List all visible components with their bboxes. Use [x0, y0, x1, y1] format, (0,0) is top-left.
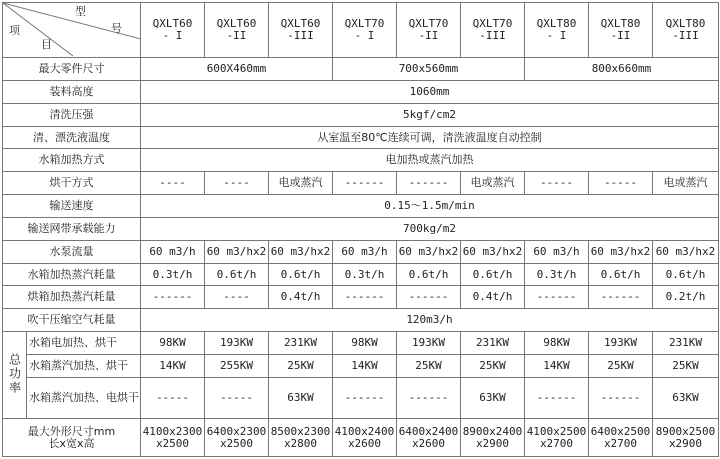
- value-cell: 193KW: [205, 332, 269, 355]
- model-header: [141, 3, 205, 58]
- value-cell: 60 m3/hx2: [589, 240, 653, 263]
- value-cell: 98KW: [525, 332, 589, 355]
- model-name: QXLT70: [472, 17, 513, 31]
- model-name: QXLT80: [600, 17, 641, 31]
- value-cell: -----: [141, 377, 205, 419]
- value-cell: [589, 419, 653, 457]
- value-cell: ------: [589, 286, 653, 309]
- corner-label-xiang: 项: [9, 24, 20, 37]
- row-conveyor-speed: [3, 195, 719, 218]
- value-cell: 60 m3/hx2: [653, 240, 719, 263]
- size-line: 6400x2300: [206, 424, 267, 438]
- value-cell: 0.6t/h: [589, 263, 653, 286]
- header-row: [3, 3, 719, 58]
- value-cell: 从室温至80℃连续可调，清洗液温度自动控制: [141, 126, 719, 149]
- model-variant: - I: [162, 29, 183, 43]
- value-cell: [141, 419, 205, 457]
- value-cell: 0.3t/h: [333, 263, 397, 286]
- row-tank-steam: [3, 263, 719, 286]
- row-pump-flow: [3, 240, 719, 263]
- model-variant: -III: [479, 29, 506, 43]
- value-cell: -----: [525, 172, 589, 195]
- value-cell: 60 m3/h: [525, 240, 589, 263]
- row-label: 水泵流量: [3, 240, 141, 263]
- row-sublabel: 水箱蒸汽加热、烘干: [27, 355, 141, 378]
- value-cell: ------: [333, 172, 397, 195]
- row-label: 最大外形尺寸mm: [27, 424, 116, 438]
- model-header: [525, 3, 589, 58]
- row-power-steam-electric: [3, 377, 719, 419]
- row-liquid-temp: [3, 126, 719, 149]
- value-cell: 63KW: [461, 377, 525, 419]
- value-cell: 1060mm: [141, 80, 719, 103]
- size-line: 8900x2400: [462, 424, 523, 438]
- value-cell: -----: [205, 377, 269, 419]
- model-variant: -II: [610, 29, 631, 43]
- size-line: 8900x2500: [655, 424, 716, 438]
- value-cell: ------: [397, 377, 461, 419]
- value-cell: ----: [141, 172, 205, 195]
- row-power-steam: [3, 355, 719, 378]
- value-cell: 63KW: [269, 377, 333, 419]
- model-name: QXLT60: [280, 17, 321, 31]
- value-cell: 25KW: [653, 355, 719, 378]
- value-cell: 98KW: [333, 332, 397, 355]
- value-cell: 25KW: [397, 355, 461, 378]
- value-cell: 193KW: [397, 332, 461, 355]
- value-cell: 25KW: [589, 355, 653, 378]
- row-overall-size: [3, 419, 719, 457]
- size-line: x2600: [411, 436, 446, 450]
- value-cell: 231KW: [461, 332, 525, 355]
- size-line: 6400x2400: [398, 424, 459, 438]
- value-cell: 0.6t/h: [269, 263, 333, 286]
- value-cell: ----: [205, 286, 269, 309]
- model-name: QXLT80: [665, 17, 706, 31]
- value-cell: 0.15～1.5m/min: [141, 195, 719, 218]
- value-cell: 电或蒸汽: [653, 172, 719, 195]
- row-label: 输送速度: [3, 195, 141, 218]
- value-cell: 0.6t/h: [461, 263, 525, 286]
- value-cell: [525, 419, 589, 457]
- row-label: 水箱加热蒸汽耗量: [3, 263, 141, 286]
- value-cell: 60 m3/hx2: [205, 240, 269, 263]
- size-line: x2500: [155, 436, 190, 450]
- size-line: 6400x2500: [590, 424, 651, 438]
- value-cell: 0.4t/h: [461, 286, 525, 309]
- row-power-electric: [3, 332, 719, 355]
- model-name: QXLT70: [344, 17, 385, 31]
- value-cell: 60 m3/hx2: [269, 240, 333, 263]
- row-label: 吹干压缩空气耗量: [3, 309, 141, 332]
- value-cell: 电或蒸汽: [461, 172, 525, 195]
- value-cell: 193KW: [589, 332, 653, 355]
- value-cell: [269, 419, 333, 457]
- model-variant: - I: [354, 29, 375, 43]
- row-tank-heating: [3, 149, 719, 172]
- row-label-cell: [3, 419, 141, 457]
- model-name: QXLT70: [408, 17, 449, 31]
- value-cell: 14KW: [525, 355, 589, 378]
- row-label: 清、漂洗液温度: [3, 126, 141, 149]
- value-cell: ------: [397, 286, 461, 309]
- value-cell: [397, 419, 461, 457]
- size-line: x2900: [668, 436, 703, 450]
- size-line: x2500: [219, 436, 254, 450]
- size-line: 4100x2400: [334, 424, 395, 438]
- value-cell: 0.4t/h: [269, 286, 333, 309]
- model-variant: -II: [418, 29, 439, 43]
- value-cell: 600X460mm: [141, 58, 333, 81]
- model-header: [397, 3, 461, 58]
- value-cell: ------: [525, 286, 589, 309]
- row-label: 烘箱加热蒸汽耗量: [3, 286, 141, 309]
- size-line: x2700: [603, 436, 638, 450]
- value-cell: ------: [589, 377, 653, 419]
- size-line: x2600: [347, 436, 382, 450]
- row-label: 最大零件尺寸: [3, 58, 141, 81]
- model-variant: -III: [287, 29, 314, 43]
- value-cell: 0.3t/h: [141, 263, 205, 286]
- row-label: 水箱加热方式: [3, 149, 141, 172]
- value-cell: 60 m3/hx2: [397, 240, 461, 263]
- total-power-label-cell: [3, 332, 27, 419]
- value-cell: 63KW: [653, 377, 719, 419]
- value-cell: ------: [333, 286, 397, 309]
- value-cell: 0.6t/h: [205, 263, 269, 286]
- size-line: 8500x2300: [270, 424, 331, 438]
- value-cell: 700kg/m2: [141, 217, 719, 240]
- value-cell: 电或蒸汽: [269, 172, 333, 195]
- corner-label-hao: 号: [111, 22, 122, 35]
- corner-label-xing: 型: [75, 5, 86, 18]
- row-sublabel: 水箱电加热、烘干: [27, 332, 141, 355]
- value-cell: 0.6t/h: [653, 263, 719, 286]
- row-label-line2: 长x宽x高: [48, 436, 95, 450]
- row-drying-method: [3, 172, 719, 195]
- model-header: [333, 3, 397, 58]
- value-cell: 0.2t/h: [653, 286, 719, 309]
- value-cell: 14KW: [141, 355, 205, 378]
- row-label: 输送网带承载能力: [3, 217, 141, 240]
- row-sublabel: 水箱蒸汽加热、电烘干: [27, 377, 141, 419]
- value-cell: ------: [333, 377, 397, 419]
- value-cell: 25KW: [461, 355, 525, 378]
- row-label: 烘干方式: [3, 172, 141, 195]
- value-cell: ------: [141, 286, 205, 309]
- row-label: 清洗压强: [3, 103, 141, 126]
- value-cell: [205, 419, 269, 457]
- row-max-part-size: [3, 58, 719, 81]
- row-label: 装料高度: [3, 80, 141, 103]
- value-cell: 231KW: [269, 332, 333, 355]
- model-variant: -III: [672, 29, 699, 43]
- row-load-height: [3, 80, 719, 103]
- value-cell: 5kgf/cm2: [141, 103, 719, 126]
- corner-cell: [3, 3, 141, 58]
- value-cell: 0.6t/h: [397, 263, 461, 286]
- value-cell: 60 m3/h: [141, 240, 205, 263]
- model-header: [653, 3, 719, 58]
- model-name: QXLT80: [536, 17, 577, 31]
- total-power-label: 总功率: [7, 352, 22, 395]
- row-belt-load: [3, 217, 719, 240]
- size-line: 4100x2500: [526, 424, 587, 438]
- size-line: x2700: [539, 436, 574, 450]
- model-header: [461, 3, 525, 58]
- spec-table: [2, 2, 719, 457]
- model-name: QXLT60: [216, 17, 257, 31]
- row-oven-steam: [3, 286, 719, 309]
- value-cell: [653, 419, 719, 457]
- value-cell: 700x560mm: [333, 58, 525, 81]
- value-cell: 231KW: [653, 332, 719, 355]
- corner-label-mu: 目: [41, 38, 52, 51]
- row-blow-air: [3, 309, 719, 332]
- size-line: x2900: [475, 436, 510, 450]
- value-cell: [333, 419, 397, 457]
- value-cell: 800x660mm: [525, 58, 719, 81]
- value-cell: 255KW: [205, 355, 269, 378]
- value-cell: 25KW: [269, 355, 333, 378]
- value-cell: [461, 419, 525, 457]
- value-cell: 98KW: [141, 332, 205, 355]
- value-cell: 60 m3/h: [333, 240, 397, 263]
- model-header: [269, 3, 333, 58]
- row-wash-pressure: [3, 103, 719, 126]
- value-cell: ----: [205, 172, 269, 195]
- value-cell: 120m3/h: [141, 309, 719, 332]
- value-cell: 60 m3/hx2: [461, 240, 525, 263]
- value-cell: ------: [525, 377, 589, 419]
- model-variant: -II: [226, 29, 247, 43]
- value-cell: 14KW: [333, 355, 397, 378]
- model-header: [205, 3, 269, 58]
- value-cell: ------: [397, 172, 461, 195]
- size-line: 4100x2300: [142, 424, 203, 438]
- value-cell: 电加热或蒸汽加热: [141, 149, 719, 172]
- model-header: [589, 3, 653, 58]
- value-cell: 0.3t/h: [525, 263, 589, 286]
- size-line: x2800: [283, 436, 318, 450]
- model-name: QXLT60: [152, 17, 193, 31]
- model-variant: - I: [546, 29, 567, 43]
- value-cell: -----: [589, 172, 653, 195]
